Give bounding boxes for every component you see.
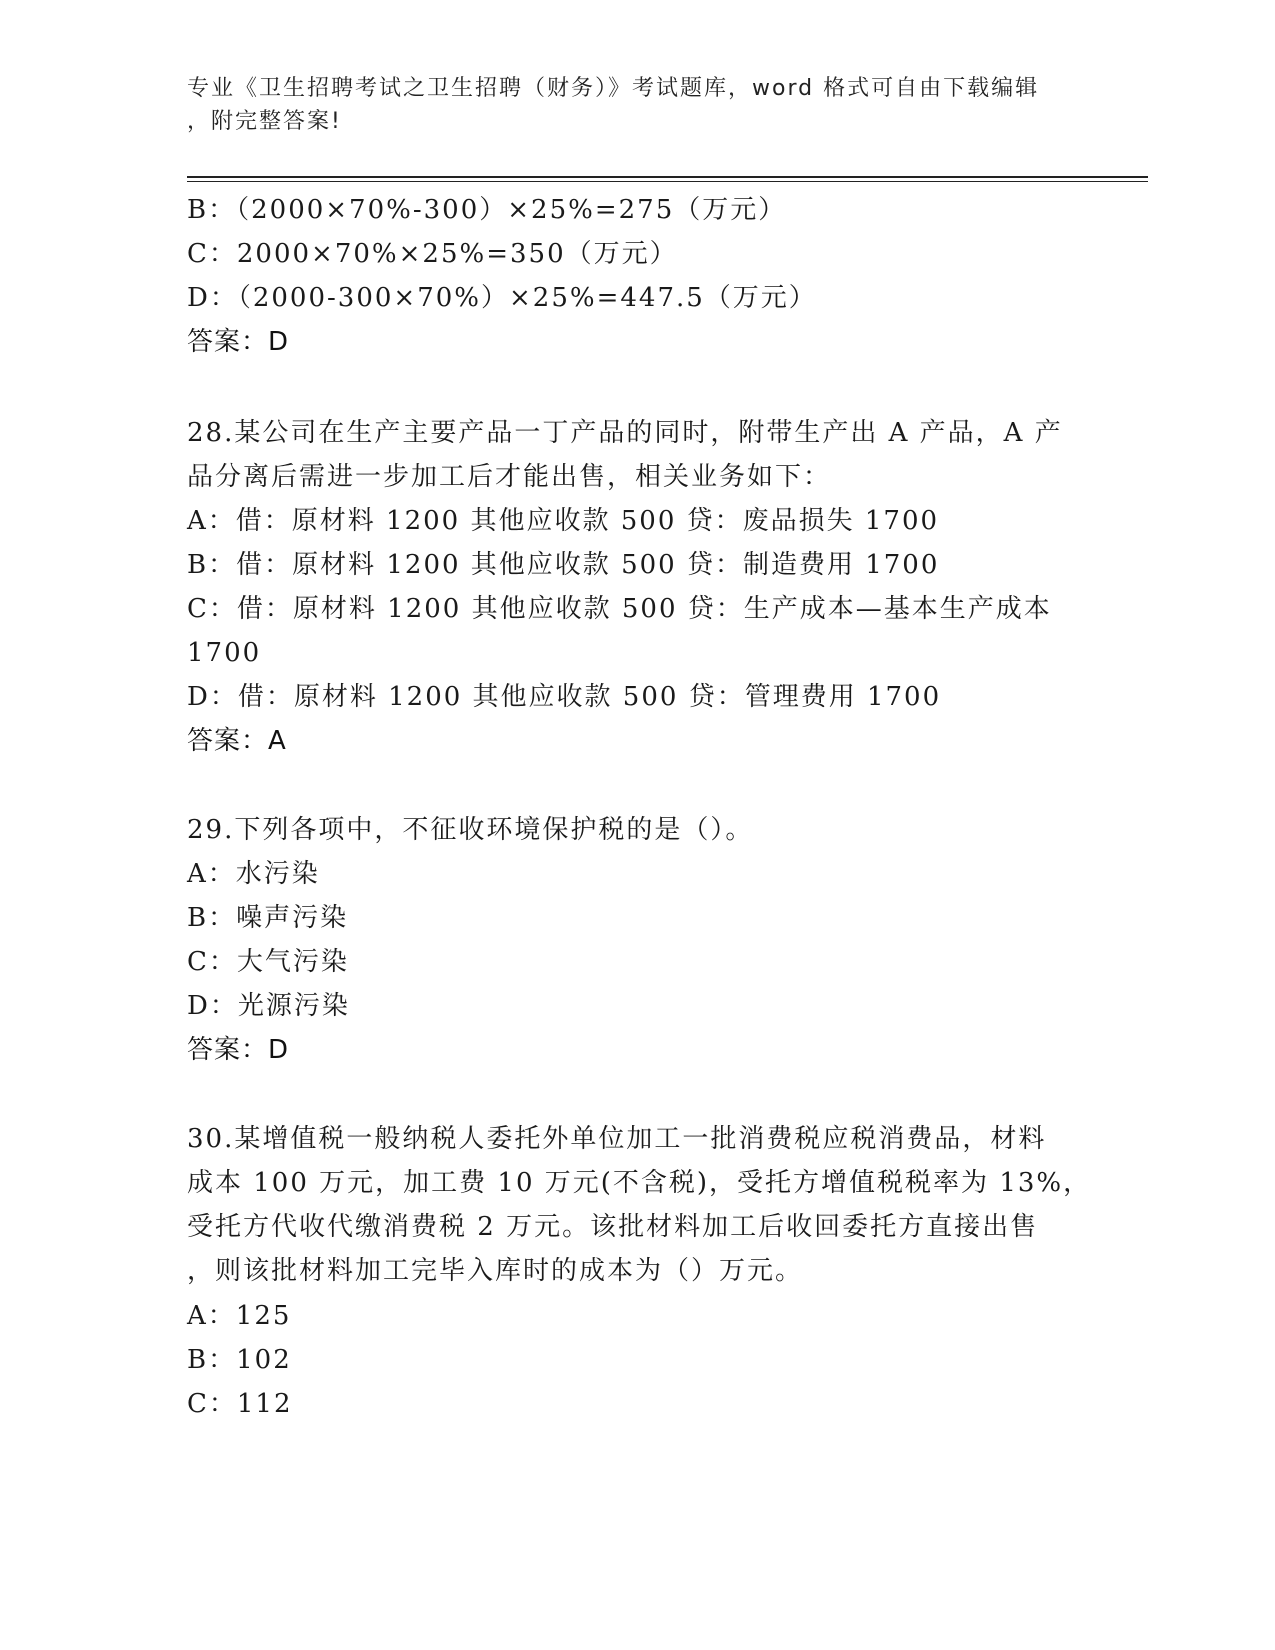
q27-answer: 答案：D <box>187 327 290 357</box>
q28-stem-line-2: 品分离后需进一步加工后才能出售，相关业务如下： <box>187 462 832 492</box>
q27-option-b: B：（2000×70%-300）×25%=275（万元） <box>187 195 787 225</box>
q28-option-d: D：借：原材料 1200 其他应收款 500 贷：管理费用 1700 <box>187 682 942 712</box>
q29-stem: 29.下列各项中，不征收环境保护税的是（）。 <box>187 815 754 845</box>
header-rule-thin <box>187 181 1148 182</box>
q28-stem-line-1: 28.某公司在生产主要产品一丁产品的同时，附带生产出 A 产品，A 产 <box>187 418 1063 448</box>
q29-option-c: C：大气污染 <box>187 947 349 977</box>
q30-option-b: B：102 <box>187 1345 292 1375</box>
q28-option-c-line-1: C：借：原材料 1200 其他应收款 500 贷：生产成本—基本生产成本 <box>187 594 1052 624</box>
q30-option-a: A：125 <box>187 1301 292 1331</box>
q28-option-b: B：借：原材料 1200 其他应收款 500 贷：制造费用 1700 <box>187 550 940 580</box>
q28-option-c-line-2: 1700 <box>187 638 262 668</box>
q28-option-a: A：借：原材料 1200 其他应收款 500 贷：废品损失 1700 <box>187 506 940 536</box>
q28-answer: 答案：A <box>187 726 287 756</box>
q29-option-b: B：噪声污染 <box>187 903 349 933</box>
q30-option-c: C：112 <box>187 1389 293 1419</box>
q29-option-d: D：光源污染 <box>187 991 350 1021</box>
header-line-1: 专业《卫生招聘考试之卫生招聘（财务）》考试题库，word 格式可自由下载编辑 <box>187 76 1040 101</box>
q30-stem-line-1: 30.某增值税一般纳税人委托外单位加工一批消费税应税消费品，材料 <box>187 1124 1047 1154</box>
header-rule-thick <box>187 176 1148 178</box>
page-header <box>187 72 1067 138</box>
q29-answer: 答案：D <box>187 1035 290 1065</box>
q27-option-d: D：（2000-300×70%）×25%=447.5（万元） <box>187 283 817 313</box>
q29-option-a: A：水污染 <box>187 859 320 889</box>
q30-stem-line-3: 受托方代收代缴消费税 2 万元。该批材料加工后收回委托方直接出售 <box>187 1212 1039 1242</box>
header-line-2: ，附完整答案! <box>187 109 342 134</box>
q27-option-c: C：2000×70%×25%=350（万元） <box>187 239 678 269</box>
q30-stem-line-4: ，则该批材料加工完毕入库时的成本为（）万元。 <box>187 1256 804 1286</box>
q30-stem-line-2: 成本 100 万元，加工费 10 万元(不含税)，受托方增值税税率为 13%， <box>187 1168 1092 1198</box>
